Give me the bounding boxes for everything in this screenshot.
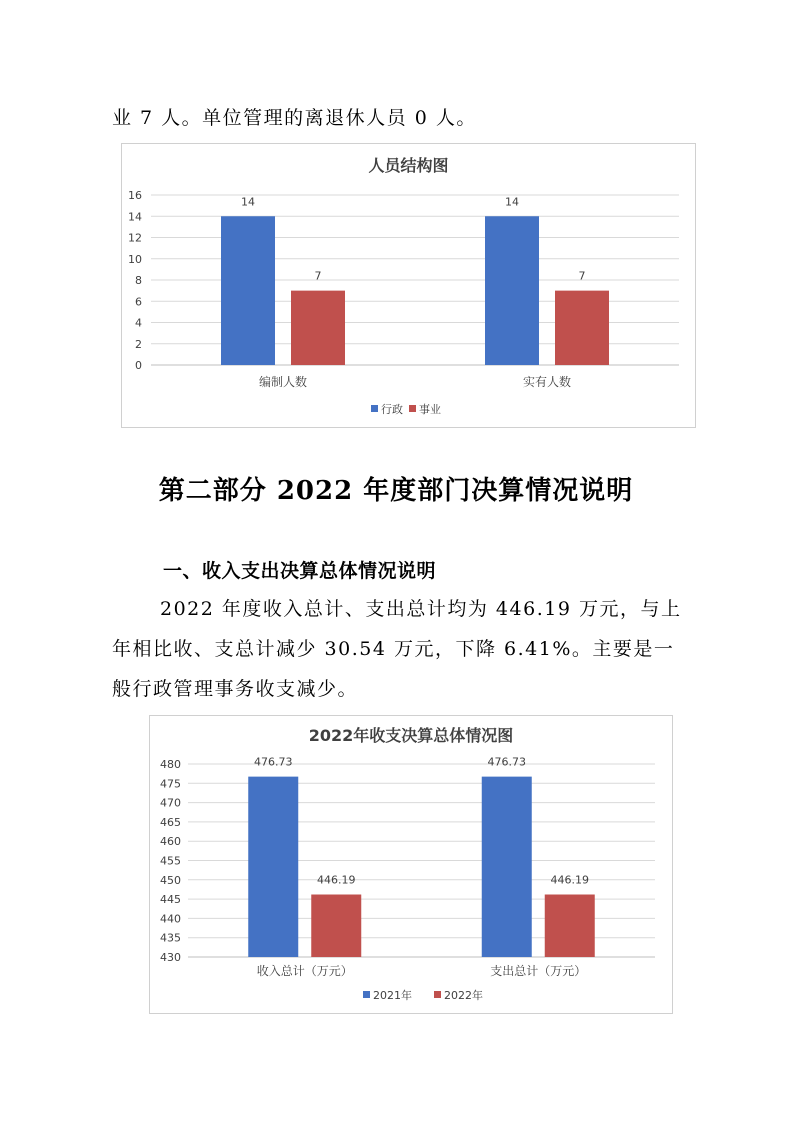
category-label: 实有人数: [522, 375, 572, 389]
data-label: 14: [505, 195, 519, 209]
y-tick-label: 435: [160, 931, 181, 945]
y-tick-label: 450: [160, 873, 181, 887]
legend-swatch: [434, 991, 441, 998]
body-text-line: 业 7 人。单位管理的离退休人员 0 人。: [112, 107, 477, 129]
bar: [545, 895, 595, 957]
legend-label: 2022年: [444, 989, 483, 1002]
y-tick-label: 10: [128, 252, 142, 266]
y-tick-label: 4: [135, 316, 142, 330]
y-tick-label: 465: [160, 815, 181, 829]
y-tick-label: 475: [160, 777, 181, 791]
y-tick-label: 470: [160, 796, 181, 810]
legend-swatch: [371, 405, 378, 412]
body-text-line: 2022 年度收入总计、支出总计均为 446.19 万元，与上: [160, 598, 682, 620]
body-text-line: 年相比收、支总计减少 30.54 万元，下降 6.41%。主要是一: [112, 638, 675, 660]
category-label: 支出总计（万元）: [490, 964, 587, 978]
legend-swatch: [409, 405, 416, 412]
bar: [555, 291, 609, 365]
chart-title: 2022年收支决算总体情况图: [308, 726, 514, 745]
legend-swatch: [363, 991, 370, 998]
bar: [221, 216, 275, 365]
staff-structure-chart: [121, 143, 696, 428]
revenue-expenditure-chart: [149, 715, 673, 1014]
legend-label: 2021年: [373, 989, 412, 1002]
y-tick-label: 460: [160, 835, 181, 849]
bar: [291, 291, 345, 365]
legend-label: 行政: [381, 403, 403, 416]
section-heading: 第二部分 2022 年度部门决算情况说明: [158, 476, 634, 506]
y-tick-label: 16: [128, 189, 142, 202]
body-text-line: 般行政管理事务收支减少。: [112, 678, 359, 700]
data-label: 14: [241, 195, 255, 209]
chart-title: 人员结构图: [368, 156, 449, 175]
bar: [485, 216, 539, 365]
y-tick-label: 0: [135, 359, 142, 372]
bar: [248, 777, 298, 957]
category-label: 编制人数: [258, 375, 308, 389]
data-label: 446.19: [550, 873, 589, 887]
data-label: 7: [578, 269, 586, 283]
y-tick-label: 6: [135, 295, 142, 309]
y-tick-label: 12: [128, 231, 142, 245]
y-tick-label: 2: [135, 337, 142, 351]
y-tick-label: 445: [160, 893, 181, 907]
y-tick-label: 14: [128, 210, 142, 224]
revenue-expenditure-chart-svg: [150, 716, 672, 1013]
category-label: 收入总计（万元）: [256, 964, 353, 978]
y-tick-label: 8: [135, 274, 142, 287]
staff-structure-chart-svg: [122, 144, 695, 427]
y-tick-label: 440: [160, 912, 181, 926]
y-tick-label: 480: [160, 758, 181, 771]
legend-label: 事业: [419, 403, 441, 416]
bar: [482, 777, 532, 957]
y-tick-label: 430: [160, 951, 181, 964]
data-label: 446.19: [317, 873, 356, 887]
subsection-heading: 一、收入支出决算总体情况说明: [163, 560, 437, 582]
bar: [311, 895, 361, 957]
data-label: 476.73: [254, 755, 293, 769]
data-label: 476.73: [487, 755, 526, 769]
y-tick-label: 455: [160, 854, 181, 868]
data-label: 7: [314, 269, 322, 283]
